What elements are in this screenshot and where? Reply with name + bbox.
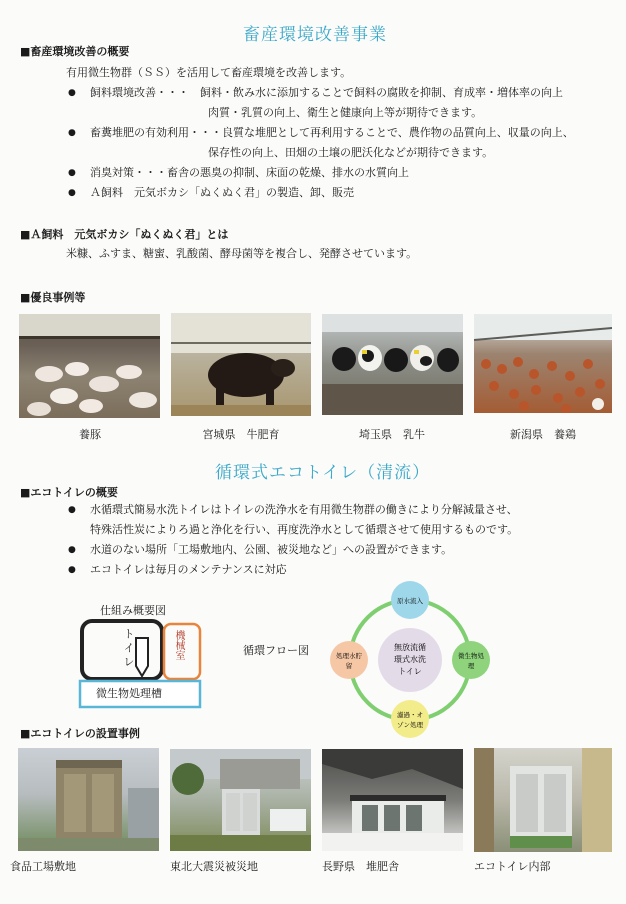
caption-eco-toilet-interior: エコトイレ内部: [474, 860, 551, 873]
beef-cattle-photo: [171, 313, 311, 416]
overview-bullet-1-line1: 飼料環境改善・・・ 飼料・飲み水に添加することで飼料の腐敗を抑制、育成率・増体率の向上: [90, 86, 563, 99]
section-heading-installations: ■エコトイレの設置事例: [20, 727, 140, 740]
poultry-photo: [474, 314, 612, 413]
eco-bullet-3: エコトイレは毎月のメンテナンスに対応: [90, 563, 287, 576]
cycle-center-line2: 環式水洗: [394, 655, 426, 664]
node-filtration-line1: 濾過・オ: [397, 711, 423, 719]
node-storage-line1: 処理水貯: [336, 652, 362, 660]
section-heading-eco-toilet: ■エコトイレの概要: [20, 486, 118, 499]
disaster-area-toilet-photo: [170, 749, 311, 851]
cycle-flow-diagram: [325, 578, 495, 740]
section-heading-nukunuku: ■Ａ飼料 元気ボカシ「ぬくぬく君」とは: [20, 228, 229, 241]
nukunuku-description: 米糠、ふすま、糖蜜、乳酸菌、酵母菌等を複合し、発酵させています。: [66, 247, 418, 260]
food-factory-toilet-photo: [18, 748, 159, 851]
caption-miyagi-beef: 宮城県 牛肥育: [202, 428, 280, 441]
eco-bullet-1-line1: 水循環式簡易水洗トイレはトイレの洗浄水を有用微生物群の働きにより分解減量させ、: [90, 503, 518, 516]
toilet-bowl-shape: [136, 638, 148, 676]
caption-food-factory: 食品工場敷地: [10, 860, 76, 873]
bullet-dot: ●: [68, 188, 76, 198]
overview-intro: 有用微生物群（ＳＳ）を活用して畜産環境を改善します。: [66, 66, 352, 79]
overview-bullet-1-line2: 肉質・乳質の向上、衛生と健康向上等が期待できます。: [208, 106, 483, 119]
eco-toilet-interior-photo: [474, 748, 612, 852]
caption-disaster-area: 東北大震災被災地: [170, 860, 258, 873]
node-microbial-treatment: [452, 641, 490, 679]
dairy-cow-photo: [322, 314, 463, 415]
node-microbial-line1: 微生物処: [458, 652, 484, 660]
machine-room-label: 機械室: [173, 630, 184, 660]
bullet-dot: ●: [68, 128, 76, 138]
caption-nagano-compost: 長野県 堆肥舎: [322, 860, 399, 873]
overview-bullet-2-line2: 保存性の向上、田畑の土壌の肥沃化などが期待できます。: [208, 146, 494, 159]
bullet-dot: ●: [68, 88, 76, 98]
pig-farm-photo: [19, 314, 160, 418]
section-heading-overview: ■畜産環境改善の概要: [20, 45, 130, 58]
toilet-label: トイレ: [122, 628, 135, 670]
flow-diagram-label: 循環フロー図: [243, 644, 309, 657]
bullet-dot: ●: [68, 565, 76, 575]
caption-saitama-dairy: 埼玉県 乳牛: [359, 428, 425, 441]
node-filtration-line2: ゾン処理: [397, 721, 423, 729]
bullet-dot: ●: [68, 505, 76, 515]
eco-bullet-2: 水道のない場所「工場敷地内、公園、被災地など」への設置ができます。: [90, 543, 453, 556]
overview-bullet-2-line1: 畜糞堆肥の有効利用・・・良質な堆肥として再利用することで、農作物の品質向上、収量の向上、: [90, 126, 574, 139]
node-treated-water-storage: [330, 641, 368, 679]
node-filtration-ozone: [391, 700, 429, 738]
cycle-center-line3: トイレ: [398, 667, 422, 676]
tank-label: 微生物処理槽: [96, 687, 162, 700]
cycle-center-line1: 無放流循: [394, 643, 426, 652]
overview-bullet-4: Ａ飼料 元気ボカシ「ぬくぬく君」の製造、卸、販売: [90, 186, 354, 199]
eco-toilet-title: 循環式エコトイレ（清流）: [215, 463, 431, 483]
section-heading-examples: ■優良事例等: [20, 291, 86, 304]
caption-pig: 養豚: [79, 428, 101, 441]
node-microbial-line2: 理: [467, 662, 475, 670]
bullet-dot: ●: [68, 545, 76, 555]
node-water-inflow-label: 原水流入: [397, 597, 423, 605]
node-storage-line2: 留: [345, 662, 353, 670]
eco-bullet-1-line2: 特殊活性炭によりろ過と浄化を行い、再度洗浄水として循環させて使用するものです。: [90, 523, 519, 536]
mechanism-diagram-title: 仕組み概要図: [100, 604, 166, 617]
bullet-dot: ●: [68, 168, 76, 178]
main-title: 畜産環境改善事業: [243, 25, 387, 45]
overview-bullet-3: 消臭対策・・・畜舎の悪臭の抑制、床面の乾燥、排水の水質向上: [90, 166, 409, 179]
nagano-compost-toilet-photo: [322, 749, 463, 851]
caption-niigata-poultry: 新潟県 養鶏: [510, 428, 576, 441]
